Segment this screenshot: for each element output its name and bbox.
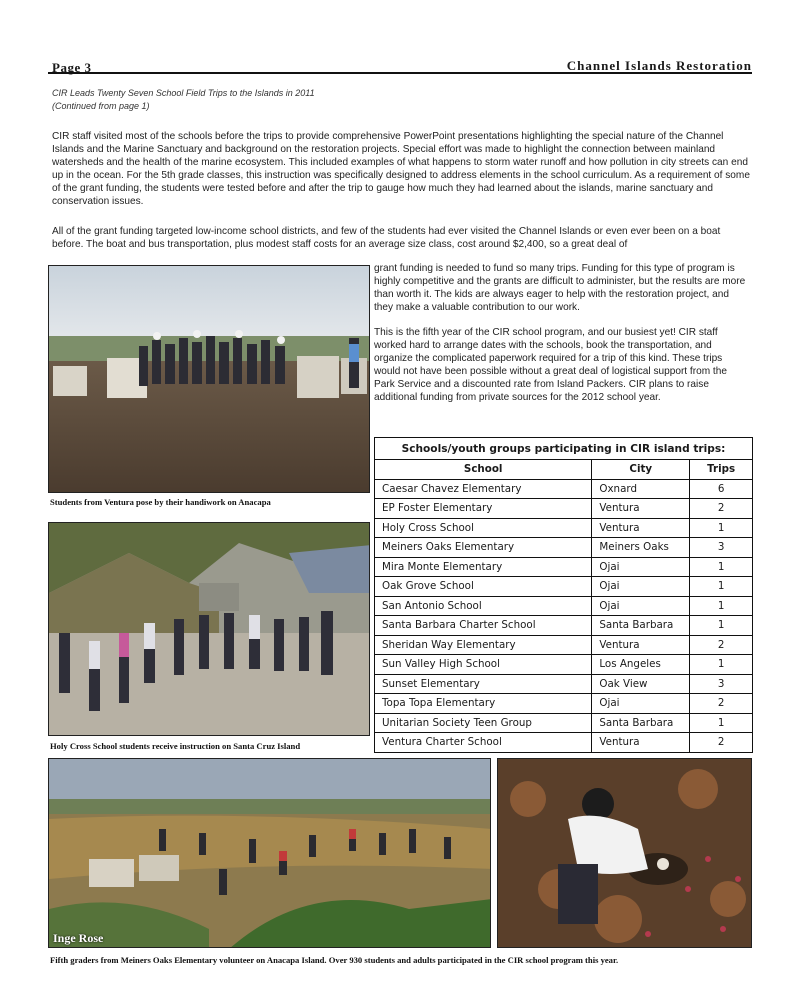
trips-cell: 1 xyxy=(690,577,753,597)
trips-cell: 3 xyxy=(690,674,753,694)
col-header-trips: Trips xyxy=(690,460,753,480)
header-rule xyxy=(48,72,752,74)
city-cell: Ojai xyxy=(592,596,690,616)
school-cell: Meiners Oaks Elementary xyxy=(375,538,592,558)
school-cell: Sheridan Way Elementary xyxy=(375,635,592,655)
table-row xyxy=(375,616,753,636)
school-cell: Santa Barbara Charter School xyxy=(375,616,592,636)
school-cell: Caesar Chavez Elementary xyxy=(375,479,592,499)
trips-cell: 2 xyxy=(690,694,753,714)
table-row xyxy=(375,596,753,616)
photo-bottom-caption: Fifth graders from Meiners Oaks Elementary volunteer on Anacapa Island. Over 930 students and adults participated in the CIR school program this year. xyxy=(50,955,619,965)
trips-cell: 1 xyxy=(690,713,753,733)
city-cell: Ventura xyxy=(592,499,690,519)
article-kicker: CIR Leads Twenty Seven School Field Trips to the Islands in 2011 xyxy=(52,88,315,98)
table-row xyxy=(375,655,753,675)
city-cell: Ventura xyxy=(592,733,690,753)
school-cell: Holy Cross School xyxy=(375,518,592,538)
city-cell: Ojai xyxy=(592,557,690,577)
school-cell: Mira Monte Elementary xyxy=(375,557,592,577)
city-cell: Meiners Oaks xyxy=(592,538,690,558)
article-paragraph-4: This is the fifth year of the CIR school program, and our busiest yet! CIR staff worked hard to arrange dates with the schools, book the transportation, and organize the complicated paperwork required for a trip of this kind. These trips would not have been possible without a great deal of logistical support from the Park Service and a discounted rate from Island Packers. CIR plans to raise additional funding from private sources for the 2012 school year. xyxy=(374,327,727,403)
table-row xyxy=(375,518,753,538)
photo-student-planting xyxy=(497,758,752,948)
article-paragraph-3: grant funding is needed to fund so many trips. Funding for this type of program is highly competitive and the grants are difficult to administer, but the results are more than worth it. The kids are always eager to help with the restoration project, and they make a valuable contribution to our work. xyxy=(374,263,746,313)
table-caption-row xyxy=(375,438,753,460)
city-cell: Ventura xyxy=(592,635,690,655)
continued-note: (Continued from page 1) xyxy=(52,101,150,111)
school-cell: Oak Grove School xyxy=(375,577,592,597)
trips-cell: 1 xyxy=(690,596,753,616)
table-row xyxy=(375,635,753,655)
school-cell: Ventura Charter School xyxy=(375,733,592,753)
table-row xyxy=(375,674,753,694)
trips-cell: 6 xyxy=(690,479,753,499)
photo-meiners-oaks-volunteers xyxy=(48,758,491,948)
school-cell: Sun Valley High School xyxy=(375,655,592,675)
table-row xyxy=(375,577,753,597)
article-paragraph-2: All of the grant funding targeted low-income school districts, and few of the students had ever visited the Channel Islands or even ever been on a boat before. The boat and bus transportation, plus modest staff costs for an average size class, cost around $2,400, so a great deal of xyxy=(52,226,721,250)
trips-cell: 1 xyxy=(690,616,753,636)
page-number: Page 3 xyxy=(52,60,92,75)
city-cell: Oxnard xyxy=(592,479,690,499)
table-row xyxy=(375,694,753,714)
school-cell: Sunset Elementary xyxy=(375,674,592,694)
school-cell: San Antonio School xyxy=(375,596,592,616)
trips-cell: 1 xyxy=(690,557,753,577)
city-cell: Los Angeles xyxy=(592,655,690,675)
trips-cell: 3 xyxy=(690,538,753,558)
col-header-city: City xyxy=(592,460,690,480)
col-header-school: School xyxy=(375,460,592,480)
trips-cell: 2 xyxy=(690,499,753,519)
photo-anacapa-group xyxy=(48,265,370,493)
city-cell: Ojai xyxy=(592,577,690,597)
table-caption: Schools/youth groups participating in CIR island trips: xyxy=(375,438,753,460)
table-row xyxy=(375,713,753,733)
city-cell: Santa Barbara xyxy=(592,616,690,636)
city-cell: Ojai xyxy=(592,694,690,714)
table-row xyxy=(375,733,753,753)
article-paragraph-1: CIR staff visited most of the schools before the trips to provide comprehensive PowerPoint presentations highlighting the special nature of the Channel Islands and the Marine Sanctuary and background on the restoration projects. Special effort was made to highlight the connection between mainland watersheds and the health of the marine ecosystem. This included examples of what happens to storm water runoff and how pollution in city streets can end up in the ocean. For the 5th grade classes, this instruction was specifically designed to address elements in the school curriculum. As a requirement of some of the grant funding, the students were tested before and after the trip to gauge how much they had learned about the islands, marine sanctuary and conservation issues. xyxy=(52,131,750,207)
photo-santa-cruz-instruction xyxy=(48,522,370,736)
table-row xyxy=(375,479,753,499)
publication-title: Channel Islands Restoration xyxy=(566,58,752,73)
trips-cell: 1 xyxy=(690,518,753,538)
city-cell: Oak View xyxy=(592,674,690,694)
photo-anacapa-caption: Students from Ventura pose by their handiwork on Anacapa xyxy=(50,497,271,507)
photo-credit: Inge Rose xyxy=(53,931,104,945)
table-row xyxy=(375,538,753,558)
schools-table xyxy=(374,437,753,753)
school-cell: EP Foster Elementary xyxy=(375,499,592,519)
city-cell: Ventura xyxy=(592,518,690,538)
trips-cell: 2 xyxy=(690,733,753,753)
school-cell: Topa Topa Elementary xyxy=(375,694,592,714)
table-row xyxy=(375,499,753,519)
trips-cell: 1 xyxy=(690,655,753,675)
photo-santa-cruz-caption: Holy Cross School students receive instruction on Santa Cruz Island xyxy=(50,741,301,751)
school-cell: Unitarian Society Teen Group xyxy=(375,713,592,733)
trips-cell: 2 xyxy=(690,635,753,655)
table-header-row xyxy=(375,460,753,480)
city-cell: Santa Barbara xyxy=(592,713,690,733)
table-row xyxy=(375,557,753,577)
